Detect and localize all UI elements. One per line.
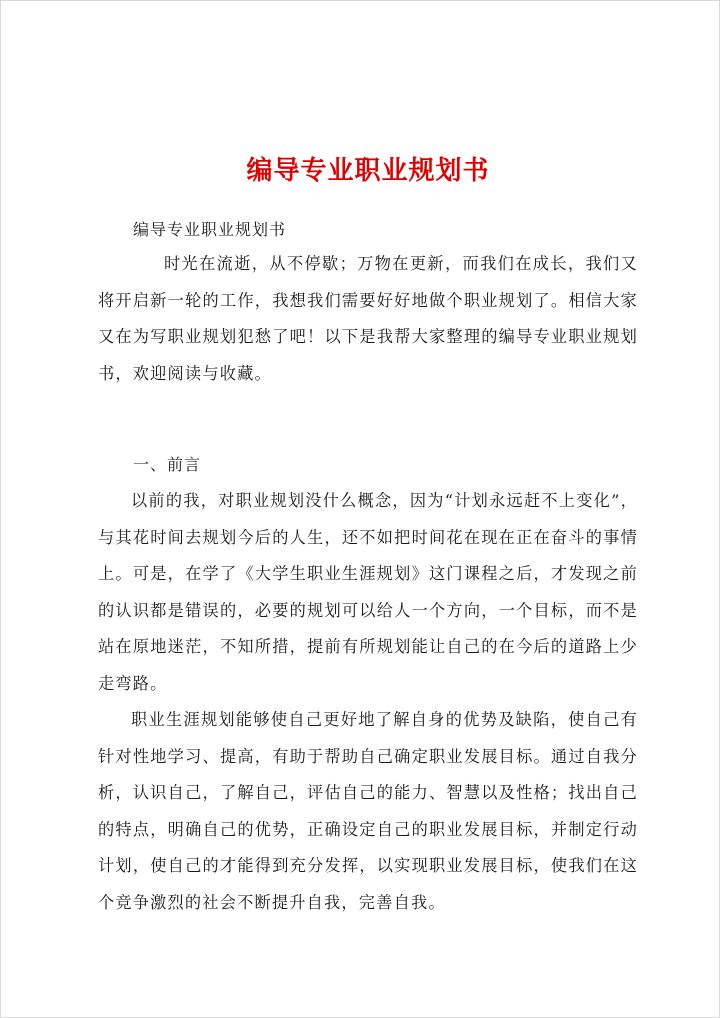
section-paragraph: 以前的我，对职业规划没什么概念，因为“计划永远赶不上变化”，与其花时间去规划今后的人生，还不如把时间花在现在正在奋斗的事情上。可是，在学了《大学生职业生涯规划》这门课程之后，才发现之前的认识都是错误的，必要的规划可以给人一个方向，一个目标，而不是站在原地迷茫，不知所措，提前有所规划能让自己的在今后的道路上少走弯路。 xyxy=(98,491,638,693)
document-subtitle: 编导专业职业规划书 xyxy=(133,220,287,239)
document-title: 编导专业职业规划书 xyxy=(246,156,490,186)
section-paragraph: 职业生涯规划能够使自己更好地了解自身的优势及缺陷，使自己有针对性地学习、提高，有助于帮助自己确定职业发展目标。通过自我分析，认识自己，了解自己，评估自己的能力、智慧以及性格；找出自己的特点，明确自己的优势，正确设定自己的职业发展目标，并制定行动计划，使自己的才能得到充分发挥，以实现职业发展目标，使我们在这个竞争激烈的社会不断提升自我，完善自我。 xyxy=(98,710,638,912)
document-content xyxy=(98,151,638,921)
intro-paragraph: 时光在流逝，从不停歇；万物在更新，而我们在成长，我们又将开启新一轮的工作，我想我们需要好好地做个职业规划了。相信大家又在为写职业规划犯愁了吧！以下是我帮大家整理的编导专业职业规划书，欢迎阅读与收藏。 xyxy=(98,254,638,383)
section-heading: 一、前言 xyxy=(133,455,202,474)
